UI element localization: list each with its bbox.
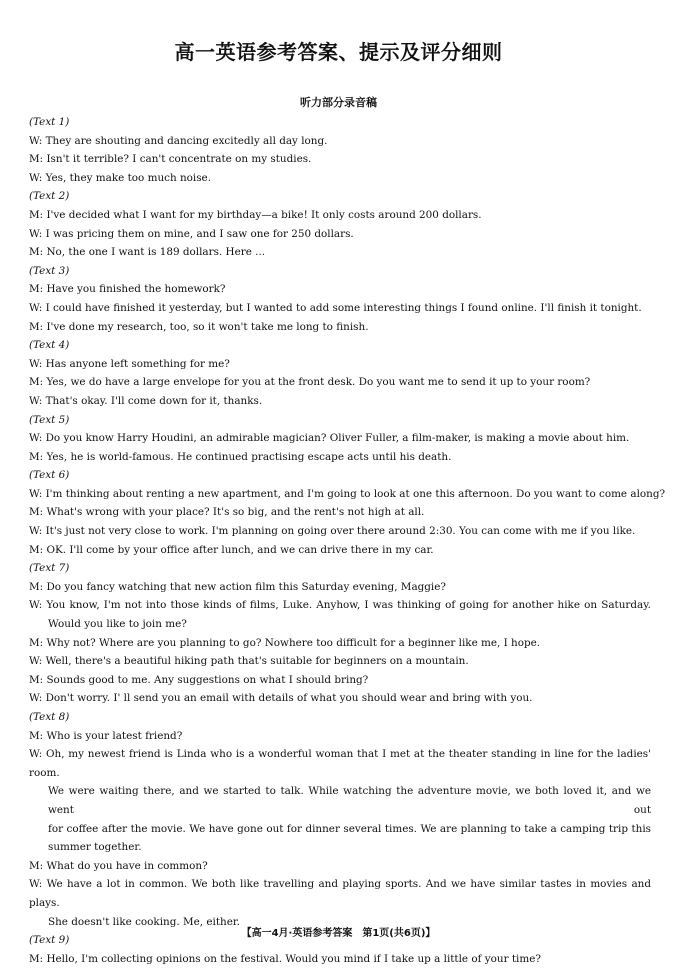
- page-footer: 【高一4月·英语参考答案 第1页(共6页)】: [241, 928, 436, 939]
- speech-line: W: Don't worry. I' ll send you an email with details of what you should wear and bring with you.: [29, 692, 533, 705]
- speech-line: M: Hello, I'm collecting opinions on the festival. Would you mind if I take up a little of your time?: [29, 952, 541, 965]
- speech-line: W: We have a lot in common. We both like travelling and playing sports. And we have similar tastes in movies and plays.: [29, 878, 651, 909]
- page-title: 高一英语参考答案、提示及评分细则: [174, 40, 503, 64]
- text-label: (Text 8): [29, 711, 70, 723]
- text-label: (Text 9): [29, 934, 70, 947]
- speech-continuation: She doesn't like cooking. Me, either.: [48, 915, 240, 928]
- speech-continuation: Would you like to join me?: [48, 618, 187, 631]
- speech-line: M: I've done my research, too, so it won't take me long to finish.: [29, 320, 369, 333]
- text-label: (Text 4): [29, 339, 70, 352]
- speech-line: W: That's okay. I'll come down for it, thanks.: [29, 394, 263, 407]
- speech-line: M: Sounds good to me. Any suggestions on what I should bring?: [29, 673, 369, 686]
- speech-line: W: I could have finished it yesterday, but I wanted to add some interesting things I found online. I'll finish it tonight.: [29, 301, 642, 314]
- speech-line: W: Has anyone left something for me?: [29, 357, 230, 370]
- speech-line: M: Have you finished the homework?: [29, 283, 226, 296]
- speech-line: W: You know, I'm not into those kinds of films, Luke. Anyhow, I was thinking of going for another hike on Saturday.: [29, 599, 651, 612]
- speech-line: W: Oh, my newest friend is Linda who is a wonderful woman that I met at the theater standing in line for the ladies' room.: [29, 748, 651, 779]
- speech-line: W: Yes, they make too much noise.: [29, 171, 212, 184]
- text-label: (Text 5): [29, 413, 70, 426]
- text-label: (Text 6): [29, 469, 70, 482]
- speech-line: M: What do you have in common?: [29, 859, 208, 872]
- section-title: 听力部分录音稿: [300, 96, 377, 109]
- speech-line: M: Isn't it terrible? I can't concentrate on my studies.: [29, 153, 312, 166]
- text-label: (Text 1): [29, 116, 70, 128]
- speech-line: W: I was pricing them on mine, and I saw one for 250 dollars.: [29, 227, 354, 240]
- speech-line: M: Yes, he is world-famous. He continued practising escape acts until his death.: [29, 450, 452, 463]
- speech-continuation: summer together.: [48, 841, 142, 854]
- speech-line: M: Yes, we do have a large envelope for you at the front desk. Do you want me to send it up to your room?: [29, 376, 591, 389]
- speech-line: M: I've decided what I want for my birthday—a bike! It only costs around 200 dollars.: [29, 208, 482, 221]
- speech-line: M: No, the one I want is 189 dollars. Here ...: [29, 246, 266, 259]
- text-label: (Text 2): [29, 190, 70, 203]
- speech-line: M: Do you fancy watching that new action film this Saturday evening, Maggie?: [29, 580, 446, 593]
- speech-continuation: We were waiting there, and we started to talk. While watching the adventure movie, we both loved it, and we went out: [48, 785, 651, 816]
- speech-line: M: What's wrong with your place? It's so big, and the rent's not high at all.: [29, 506, 425, 519]
- speech-line: W: They are shouting and dancing excitedly all day long.: [29, 134, 328, 147]
- speech-line: W: Well, there's a beautiful hiking path that's suitable for beginners on a mountain.: [29, 655, 469, 668]
- speech-line: M: Why not? Where are you planning to go? Nowhere too difficult for a beginner like me, I hope.: [29, 636, 541, 649]
- speech-line: W: Do you know Harry Houdini, an admirable magician? Oliver Fuller, a film-maker, is making a movie about him.: [29, 432, 630, 445]
- speech-line: M: OK. I'll come by your office after lunch, and we can drive there in my car.: [29, 543, 434, 556]
- text-label: (Text 3): [29, 264, 70, 277]
- text-label: (Text 7): [29, 562, 70, 575]
- transcript: [29, 113, 666, 968]
- speech-line: M: Who is your latest friend?: [29, 729, 183, 742]
- speech-continuation: for coffee after the movie. We have gone out for dinner several times. We are planning to take a camping trip this: [48, 822, 651, 835]
- speech-line: W: I'm thinking about renting a new apartment, and I'm going to look at one this afternoon. Do you want to come along?: [29, 487, 666, 500]
- speech-line: W: It's just not very close to work. I'm planning on going over there around 2:30. You can come with me if you like.: [29, 525, 636, 538]
